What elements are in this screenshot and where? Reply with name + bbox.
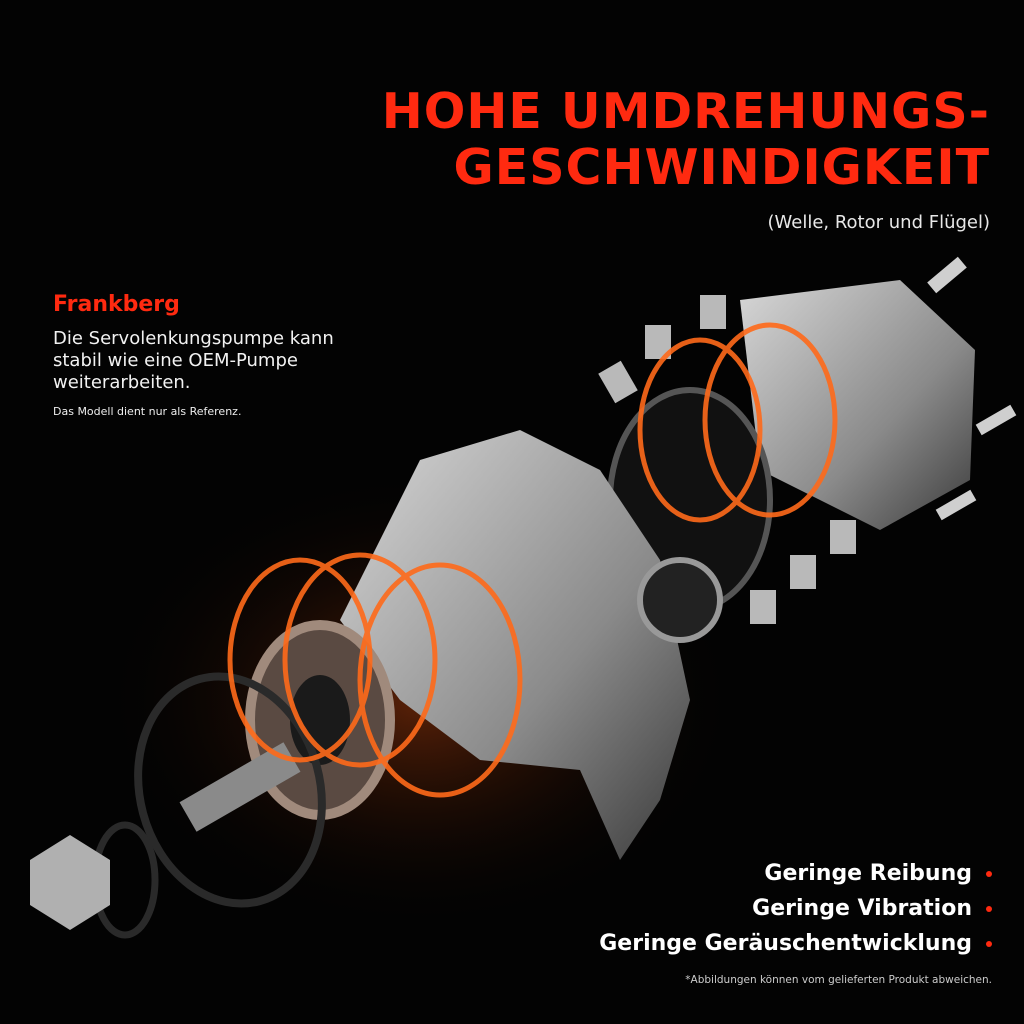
bullet-dot-icon [986,941,992,947]
feature-item [599,891,992,926]
subtitle: (Welle, Rotor und Flügel) [767,212,990,233]
feature-label: Geringe Reibung [764,861,972,886]
brand-name: Frankberg [53,292,180,317]
headline [382,84,990,196]
description-line: stabil wie eine OEM-Pumpe [53,350,298,371]
feature-list [599,856,992,961]
headline-line-1: HOHE UMDREHUNGS- [381,83,990,140]
bullet-dot-icon [986,871,992,877]
feature-label: Geringe Vibration [752,896,972,921]
headline-line-2: GESCHWINDIGKEIT [453,139,990,196]
feature-item [599,856,992,891]
reference-note: Das Modell dient nur als Referenz. [53,405,242,418]
feature-label: Geringe Geräuschentwicklung [599,931,972,956]
rear-housing [740,280,975,530]
bullet-dot-icon [986,906,992,912]
housing-port [640,560,720,640]
description-line: Die Servolenkungspumpe kann [53,328,334,349]
description-line: weiterarbeiten. [53,372,191,393]
disclaimer: *Abbildungen können vom gelieferten Produkt abweichen. [685,974,992,986]
feature-item [599,926,992,961]
description [53,328,493,394]
